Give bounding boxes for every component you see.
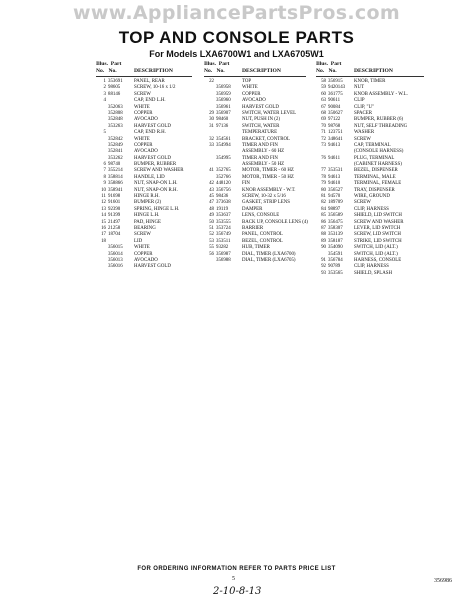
part-number: 88146 bbox=[108, 91, 121, 97]
part-number: 353139 bbox=[328, 232, 343, 238]
illus-number: 4 bbox=[103, 98, 106, 104]
illus-number: 56 bbox=[209, 251, 214, 257]
illus-number: 69 bbox=[321, 117, 326, 123]
part-description: NUT, SNAP-ON R.H. bbox=[134, 187, 178, 193]
watermark: www.AppliancePartsPros.com bbox=[73, 2, 400, 24]
illus-number: 67 bbox=[321, 104, 326, 110]
part-description: CAP, END L.H. bbox=[134, 98, 166, 104]
part-number: 90611 bbox=[328, 98, 341, 104]
part-number: 90084 bbox=[328, 104, 341, 110]
part-description: SHIELD, LID SWITCH bbox=[354, 213, 402, 219]
part-description: HUB, TIMER bbox=[242, 245, 270, 251]
part-description: SCREW, 10-16 x 1/2 bbox=[134, 85, 176, 91]
part-description: STRIKE, LID SWITCH bbox=[354, 238, 402, 244]
part-description: SCREW bbox=[134, 91, 151, 97]
part-description: TOP bbox=[242, 79, 252, 84]
part-number: 98436 bbox=[216, 194, 229, 200]
illus-number: 16 bbox=[101, 225, 106, 231]
part-description: NUT, PUSH IN (2) bbox=[242, 117, 280, 123]
part-description: WHITE bbox=[134, 245, 150, 251]
part-number: 352063 bbox=[108, 104, 123, 110]
illus-number: 11 bbox=[101, 194, 106, 200]
part-number: 353691 bbox=[108, 79, 123, 84]
part-description: BRACKET, CONTROL bbox=[242, 136, 291, 142]
illus-number: 2 bbox=[103, 85, 106, 91]
handwritten-note: 2-10-8-13 bbox=[213, 586, 262, 597]
illus-number: 84 bbox=[321, 206, 326, 212]
illus-number: 86 bbox=[321, 219, 326, 225]
illus-number: 9 bbox=[103, 181, 106, 187]
part-number: 90789 bbox=[328, 264, 341, 270]
illus-number: 71 bbox=[321, 130, 326, 136]
part-description: DIAL, TIMER (LXA6705) bbox=[242, 257, 296, 263]
part-description: AVOCADO bbox=[134, 257, 158, 263]
illus-number: 3 bbox=[103, 91, 106, 97]
part-number: 94611 bbox=[328, 155, 341, 161]
part-number: 353724 bbox=[216, 225, 231, 231]
illus-number: 70 bbox=[321, 123, 326, 129]
illus-number: 81 bbox=[321, 194, 326, 200]
part-description: COPPER bbox=[134, 251, 153, 257]
part-number: 356958 bbox=[216, 85, 231, 91]
part-number: 358814 bbox=[108, 174, 123, 180]
part-number: 354591 bbox=[328, 251, 343, 257]
part-number: 356960 bbox=[216, 98, 231, 104]
part-number: 356013 bbox=[108, 257, 123, 263]
illus-number: 43 bbox=[209, 187, 214, 193]
part-number: 358866 bbox=[108, 181, 123, 187]
part-description: KNOB ASSEMBLY - W.L. bbox=[354, 91, 408, 97]
part-description: BEZEL, CONTROL bbox=[242, 238, 283, 244]
header-description: DESCRIPTION bbox=[354, 68, 393, 74]
part-description: SCREW bbox=[354, 136, 371, 142]
part-number: 356016 bbox=[108, 264, 123, 270]
part-number: 356527 bbox=[328, 187, 343, 193]
part-description: GASKET, STRIP LENS bbox=[242, 200, 290, 206]
part-number: 356749 bbox=[216, 232, 231, 238]
part-description: HARVEST GOLD bbox=[242, 104, 279, 110]
illus-number: 15 bbox=[101, 219, 106, 225]
part-number: 98897 bbox=[328, 206, 341, 212]
illus-number: 85 bbox=[321, 213, 326, 219]
part-description: NUT, SELF THREADING bbox=[354, 123, 408, 129]
part-description: AVOCADO bbox=[242, 98, 266, 104]
column-header bbox=[204, 61, 306, 76]
part-number: 356014 bbox=[108, 251, 123, 257]
part-number: 189709 bbox=[328, 200, 343, 206]
illus-number: 8 bbox=[103, 174, 106, 180]
part-description: WHITE bbox=[134, 136, 150, 142]
illus-number: 49 bbox=[209, 213, 214, 219]
part-number: 98605 bbox=[108, 85, 121, 91]
illus-number: 5 bbox=[103, 130, 106, 136]
part-number: 356961 bbox=[216, 104, 231, 110]
part-description: HARNESS, CONSOLE bbox=[354, 257, 402, 263]
header-illus-part: Illus. Part bbox=[204, 61, 230, 67]
illus-number: 18 bbox=[101, 238, 106, 244]
page-title: TOP AND CONSOLE PARTS bbox=[118, 28, 355, 47]
part-description: BEZEL, DISPENSER bbox=[354, 168, 398, 174]
part-number: 352808 bbox=[108, 110, 123, 116]
part-description: HANDLE, LID bbox=[134, 174, 165, 180]
part-number: 356589 bbox=[328, 213, 343, 219]
illus-number: 68 bbox=[321, 110, 326, 116]
part-description: NUT, SNAP-ON L.H. bbox=[134, 181, 178, 187]
part-number: 356475 bbox=[328, 219, 343, 225]
part-description: SPRING, HINGE L.H. bbox=[134, 206, 180, 212]
illus-number: 45 bbox=[209, 194, 214, 200]
illus-number: 47 bbox=[209, 200, 214, 206]
page-number: 5 bbox=[232, 576, 235, 582]
part-description: ASSEMBLY - 60 HZ bbox=[242, 149, 285, 155]
part-number: 353565 bbox=[328, 270, 343, 276]
part-number: 354994 bbox=[216, 142, 231, 148]
parts-row bbox=[96, 264, 192, 270]
part-description: AVOCADO bbox=[134, 117, 158, 123]
part-number: 353511 bbox=[216, 238, 231, 244]
part-description: PAD, HINGE bbox=[134, 219, 161, 225]
illus-number: 10 bbox=[101, 187, 106, 193]
part-description: SCREW bbox=[134, 232, 151, 238]
parts-column-3 bbox=[316, 61, 424, 277]
header-rule bbox=[96, 76, 192, 77]
illus-number: 76 bbox=[321, 155, 326, 161]
part-description: DIAL, TIMER (LXA6700) bbox=[242, 251, 296, 257]
illus-number: 29 bbox=[209, 110, 214, 116]
illus-number: 13 bbox=[101, 206, 106, 212]
part-number: 353531 bbox=[328, 168, 343, 174]
part-description: WIRE, GROUND bbox=[354, 194, 390, 200]
part-description: BUMPER (2) bbox=[134, 200, 162, 206]
illus-number: 63 bbox=[321, 98, 326, 104]
part-description: SWITCH, LID (ALT.) bbox=[354, 251, 398, 257]
illus-number: 90 bbox=[321, 245, 326, 251]
parts-row bbox=[204, 258, 306, 264]
part-number: 97136 bbox=[216, 123, 229, 129]
part-description: FIN bbox=[242, 181, 250, 187]
part-description: SPACER bbox=[354, 110, 373, 116]
part-description: SCREW bbox=[354, 200, 371, 206]
part-number: 352841 bbox=[108, 149, 123, 155]
part-number: 356015 bbox=[108, 245, 123, 251]
part-description: BUMPER, RUBBER bbox=[134, 162, 177, 168]
part-description: SCREW AND WASHER bbox=[354, 219, 404, 225]
illus-number: 1 bbox=[103, 79, 106, 84]
illus-number: 30 bbox=[209, 117, 214, 123]
part-description: CAP, END R.H. bbox=[134, 130, 166, 136]
illus-number: 22 bbox=[209, 79, 214, 84]
parts-row bbox=[316, 271, 424, 277]
part-description: TRAY, DISPENSER bbox=[354, 187, 395, 193]
header-numbers: No. No. bbox=[316, 68, 337, 74]
part-description: WASHER bbox=[354, 130, 375, 136]
header-rule bbox=[316, 76, 424, 77]
part-number: 373638 bbox=[216, 200, 231, 206]
parts-list bbox=[204, 79, 306, 264]
part-number: 356959 bbox=[216, 91, 231, 97]
part-number: 352765 bbox=[216, 168, 231, 174]
part-description: CLIP, "U" bbox=[354, 104, 375, 110]
part-description: KNOB ASSEMBLY - W.T. bbox=[242, 187, 296, 193]
part-number: 9420143 bbox=[328, 85, 346, 91]
illus-number: 6 bbox=[103, 162, 106, 168]
page-subtitle: For Models LXA6700W1 and LXA6705W1 bbox=[149, 49, 324, 59]
part-description: SWITCH, WATER bbox=[242, 123, 280, 129]
part-description: BEARING bbox=[134, 225, 156, 231]
header-numbers: No. No. bbox=[96, 68, 117, 74]
parts-column-1 bbox=[96, 61, 192, 271]
part-number: 92390 bbox=[108, 206, 121, 212]
part-description: MOTOR, TIMER - 50 HZ bbox=[242, 174, 294, 180]
part-number: 348641 bbox=[328, 136, 343, 142]
illus-number: 14 bbox=[101, 213, 106, 219]
part-description: (CABINET HARNESS) bbox=[354, 162, 402, 168]
part-number: 91399 bbox=[108, 213, 121, 219]
parts-list bbox=[96, 79, 192, 271]
part-description: CLIP, HARNESS bbox=[354, 206, 389, 212]
illus-number: 72 bbox=[321, 136, 326, 142]
illus-number: 7 bbox=[103, 168, 106, 174]
part-description: SWITCH, WATER LEVEL bbox=[242, 110, 297, 116]
header-numbers: No. No. bbox=[204, 68, 225, 74]
header-description: DESCRIPTION bbox=[242, 68, 281, 74]
part-number: 123751 bbox=[328, 130, 343, 136]
part-number: 354090 bbox=[328, 245, 343, 251]
part-number: 353263 bbox=[108, 123, 123, 129]
part-number: 356987 bbox=[216, 251, 231, 257]
part-description: ASSEMBLY - 50 HZ bbox=[242, 162, 285, 168]
part-description: WHITE bbox=[134, 104, 150, 110]
part-description: KNOB, TIMER bbox=[354, 79, 386, 84]
part-description: BARRIER bbox=[242, 225, 264, 231]
illus-number: 80 bbox=[321, 187, 326, 193]
part-number: 356784 bbox=[328, 257, 343, 263]
illus-number: 32 bbox=[209, 136, 214, 142]
part-description: HARVEST GOLD bbox=[134, 123, 171, 129]
part-description: CLIP, HARNESS bbox=[354, 264, 389, 270]
part-number: 361775 bbox=[328, 91, 343, 97]
illus-number: 79 bbox=[321, 181, 326, 187]
illus-number: 33 bbox=[209, 142, 214, 148]
part-description: CAP, TERMINAL bbox=[354, 142, 391, 148]
illus-number: 12 bbox=[101, 200, 106, 206]
part-description: SCREW, LID SWITCH bbox=[354, 232, 401, 238]
illus-number: 88 bbox=[321, 232, 326, 238]
part-description: HARVEST GOLD bbox=[134, 155, 171, 161]
illus-number: 78 bbox=[321, 174, 326, 180]
part-number: 21258 bbox=[108, 225, 121, 231]
illus-number: 59 bbox=[321, 85, 326, 91]
part-description: WHITE bbox=[242, 85, 258, 91]
illus-number: 93 bbox=[321, 270, 326, 276]
illus-number: 42 bbox=[209, 181, 214, 187]
part-description: TIMER AND FIN bbox=[242, 155, 278, 161]
part-number: 352849 bbox=[108, 142, 123, 148]
part-description: PANEL, REAR bbox=[134, 79, 165, 84]
part-number: 350627 bbox=[328, 110, 343, 116]
part-number: 353262 bbox=[108, 155, 123, 161]
part-number: 19119 bbox=[216, 206, 229, 212]
part-description: LEVER, LID SWITCH bbox=[354, 225, 401, 231]
illus-number: 50 bbox=[209, 219, 214, 225]
part-number: 98768 bbox=[328, 123, 341, 129]
part-number: 97122 bbox=[328, 117, 341, 123]
part-description: PLUG, TERMINAL bbox=[354, 155, 395, 161]
illus-number: 41 bbox=[209, 168, 214, 174]
part-number: 91601 bbox=[108, 200, 121, 206]
part-description: BACK UP, CONSOLE LENS (4) bbox=[242, 219, 308, 225]
illus-number: 58 bbox=[321, 79, 326, 84]
part-number: 98460 bbox=[216, 117, 229, 123]
part-description: SCREW AND WASHER bbox=[134, 168, 184, 174]
parts-list bbox=[316, 79, 424, 277]
part-number: 94613 bbox=[328, 142, 341, 148]
part-description: SCREW, 10-32 x 5/16 bbox=[242, 194, 286, 200]
part-description: AVOCADO bbox=[134, 149, 158, 155]
illus-number: 51 bbox=[209, 225, 214, 231]
illus-number: 31 bbox=[209, 123, 214, 129]
part-number: 448120 bbox=[216, 181, 231, 187]
part-number: 356988 bbox=[216, 257, 231, 263]
part-number: 358187 bbox=[328, 238, 343, 244]
part-description: DAMPER bbox=[242, 206, 263, 212]
part-number: 94570 bbox=[328, 194, 341, 200]
document-number: 356986 bbox=[434, 578, 452, 584]
part-description: CLIP bbox=[354, 98, 365, 104]
part-number: 358307 bbox=[328, 225, 343, 231]
part-description: COPPER bbox=[242, 91, 261, 97]
part-description: HINGE L.H. bbox=[134, 213, 160, 219]
part-description: COPPER bbox=[134, 142, 153, 148]
ordering-footer: FOR ORDERING INFORMATION REFER TO PARTS PRICE LIST bbox=[137, 566, 336, 572]
illus-number: 53 bbox=[209, 238, 214, 244]
header-illus-part: Illus. Part bbox=[316, 61, 342, 67]
header-description: DESCRIPTION bbox=[134, 68, 173, 74]
header-illus-part: Illus. Part bbox=[96, 61, 122, 67]
part-number: 355214 bbox=[108, 168, 123, 174]
part-description: COPPER bbox=[134, 110, 153, 116]
part-number: 354561 bbox=[216, 136, 231, 142]
part-description: BUMPER, RUBBER (6) bbox=[354, 117, 404, 123]
header-rule bbox=[204, 76, 306, 77]
part-number: 352842 bbox=[108, 136, 123, 142]
column-header bbox=[316, 61, 424, 76]
part-number: 356756 bbox=[216, 187, 231, 193]
illus-number: 92 bbox=[321, 264, 326, 270]
column-header bbox=[96, 61, 192, 76]
part-number: 91698 bbox=[108, 194, 121, 200]
part-description: SHIELD, SPLASH bbox=[354, 270, 393, 276]
part-number: 94613 bbox=[328, 174, 341, 180]
part-description: LID bbox=[134, 238, 143, 244]
part-number: 356907 bbox=[216, 110, 231, 116]
illus-number: 17 bbox=[101, 232, 106, 238]
illus-number: 55 bbox=[209, 245, 214, 251]
part-number: 353637 bbox=[216, 213, 231, 219]
part-description: SWITCH, LID (ALT.) bbox=[354, 245, 398, 251]
part-number: 353555 bbox=[216, 219, 231, 225]
illus-number: 91 bbox=[321, 257, 326, 263]
part-number: 18704 bbox=[108, 232, 121, 238]
part-description: TEMPERATURE bbox=[242, 130, 278, 136]
part-number: 356915 bbox=[328, 79, 343, 84]
part-description: TERMINAL, MALE bbox=[354, 174, 396, 180]
illus-number: 82 bbox=[321, 200, 326, 206]
illus-number: 77 bbox=[321, 168, 326, 174]
illus-number: 60 bbox=[321, 91, 326, 97]
part-description: TIMER AND FIN bbox=[242, 142, 278, 148]
part-description: MOTOR, TIMER - 60 HZ bbox=[242, 168, 294, 174]
part-description: TERMINAL, FEMALE bbox=[354, 181, 402, 187]
part-number: 94610 bbox=[328, 181, 341, 187]
illus-number: 89 bbox=[321, 238, 326, 244]
part-number: 98740 bbox=[108, 162, 121, 168]
part-description: (CONSOLE HARNESS) bbox=[354, 149, 404, 155]
part-number: 358941 bbox=[108, 187, 123, 193]
part-number: 93282 bbox=[216, 245, 229, 251]
part-number: 354995 bbox=[216, 155, 231, 161]
part-number: 352766 bbox=[216, 174, 231, 180]
illus-number: 52 bbox=[209, 232, 214, 238]
illus-number: 73 bbox=[321, 142, 326, 148]
illus-number: 48 bbox=[209, 206, 214, 212]
part-number: 352848 bbox=[108, 117, 123, 123]
part-description: HINGE R.H. bbox=[134, 194, 160, 200]
parts-column-2 bbox=[204, 61, 306, 264]
part-description: NUT bbox=[354, 85, 365, 91]
part-description: PANEL, CONTROL bbox=[242, 232, 283, 238]
part-description: HARVEST GOLD bbox=[134, 264, 171, 270]
part-description: LENS, CONSOLE bbox=[242, 213, 280, 219]
part-number: 21497 bbox=[108, 219, 121, 225]
illus-number: 87 bbox=[321, 225, 326, 231]
